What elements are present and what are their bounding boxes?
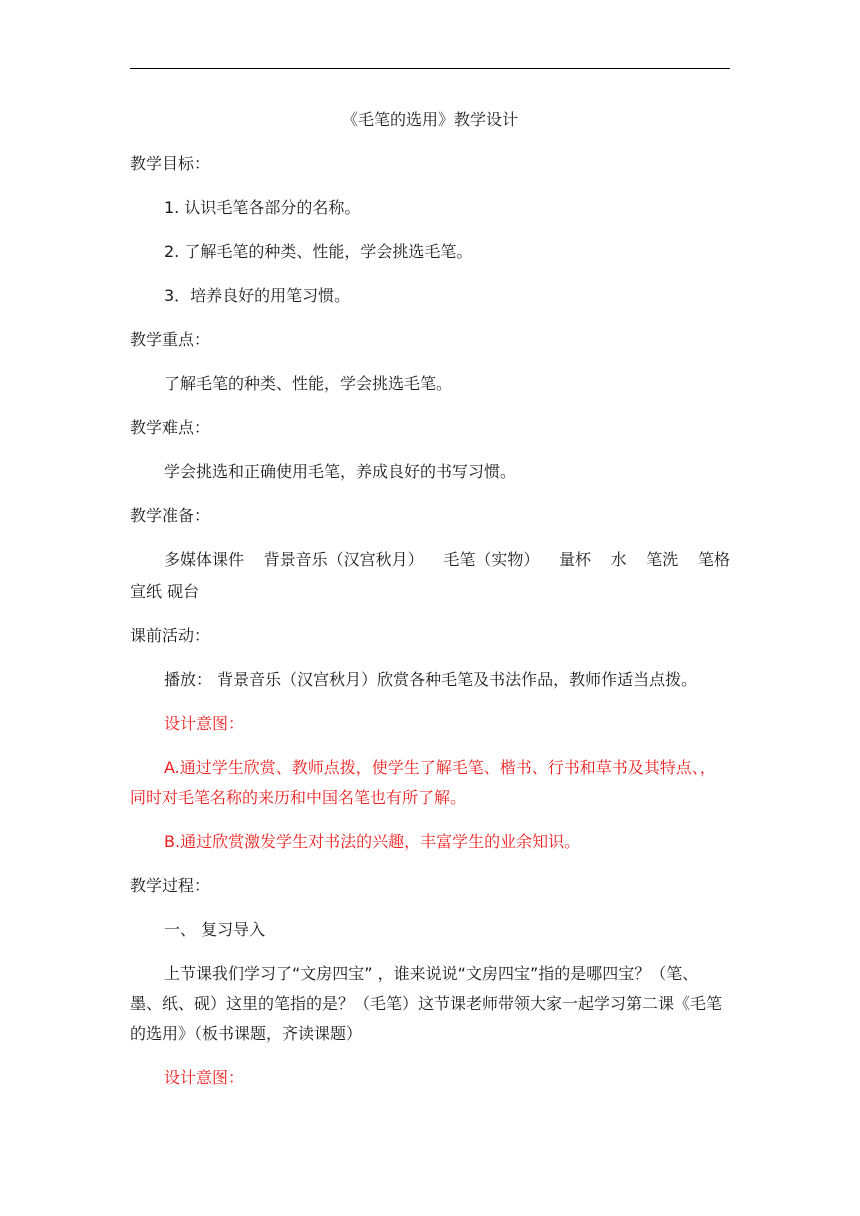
prep-items-line-1 — [130, 550, 730, 570]
pre-activity-text: 播放： 背景音乐（汉宫秋月）欣赏各种毛笔及书法作品，教师作适当点拨。 — [164, 670, 698, 689]
header-rule — [130, 68, 730, 69]
difficulty-heading: 教学难点： — [130, 418, 211, 437]
document-title: 《毛笔的选用》教学设计 — [341, 110, 518, 129]
focus-text: 了解毛笔的种类、性能，学会挑选毛笔。 — [164, 374, 453, 393]
section-1-text: 上节课我们学习了“文房四宝” ，谁来说说“文房四宝”指的是哪四宝？（笔、墨、纸、砚）这里的笔指的是？（毛笔）这节课老师带领大家一起学习第二课《毛笔的选用》（板书课题，齐读课题） — [130, 964, 723, 1043]
design-intent-label-2: 设计意图： — [164, 1068, 245, 1087]
prep-item: 量杯 — [558, 550, 591, 569]
goal-item-3: 3．培养良好的用笔习惯。 — [164, 286, 351, 305]
section-1-title: 一、 复习导入 — [164, 920, 266, 939]
process-heading: 教学过程： — [130, 876, 211, 895]
document-body — [130, 102, 730, 1088]
design-intent-b: B.通过欣赏激发学生对书法的兴趣，丰富学生的业余知识。 — [164, 832, 581, 851]
prep-heading: 教学准备： — [130, 506, 211, 525]
prep-item: 笔洗 — [646, 550, 679, 569]
prep-items-line-2: 宣纸 砚台 — [130, 582, 200, 601]
prep-item: 多媒体课件 — [164, 550, 245, 569]
goals-heading: 教学目标： — [130, 154, 211, 173]
prep-item: 毛笔（实物） — [443, 550, 540, 569]
prep-item: 水 — [610, 550, 627, 569]
difficulty-text: 学会挑选和正确使用毛笔，养成良好的书写习惯。 — [164, 462, 517, 481]
design-intent-a: A.通过学生欣赏、教师点拨，使学生了解毛笔、楷书、行书和草书及其特点、，同时对毛笔名称的来历和中国名笔也有所了解。 — [130, 758, 716, 807]
prep-item: 笔格 — [697, 550, 730, 569]
prep-item: 背景音乐（汉宫秋月） — [263, 550, 424, 569]
pre-activity-heading: 课前活动： — [130, 626, 211, 645]
design-intent-label: 设计意图： — [164, 714, 245, 733]
goal-item-2: 2. 了解毛笔的种类、性能，学会挑选毛笔。 — [164, 242, 473, 261]
goal-item-1: 1. 认识毛笔各部分的名称。 — [164, 198, 361, 217]
focus-heading: 教学重点： — [130, 330, 211, 349]
